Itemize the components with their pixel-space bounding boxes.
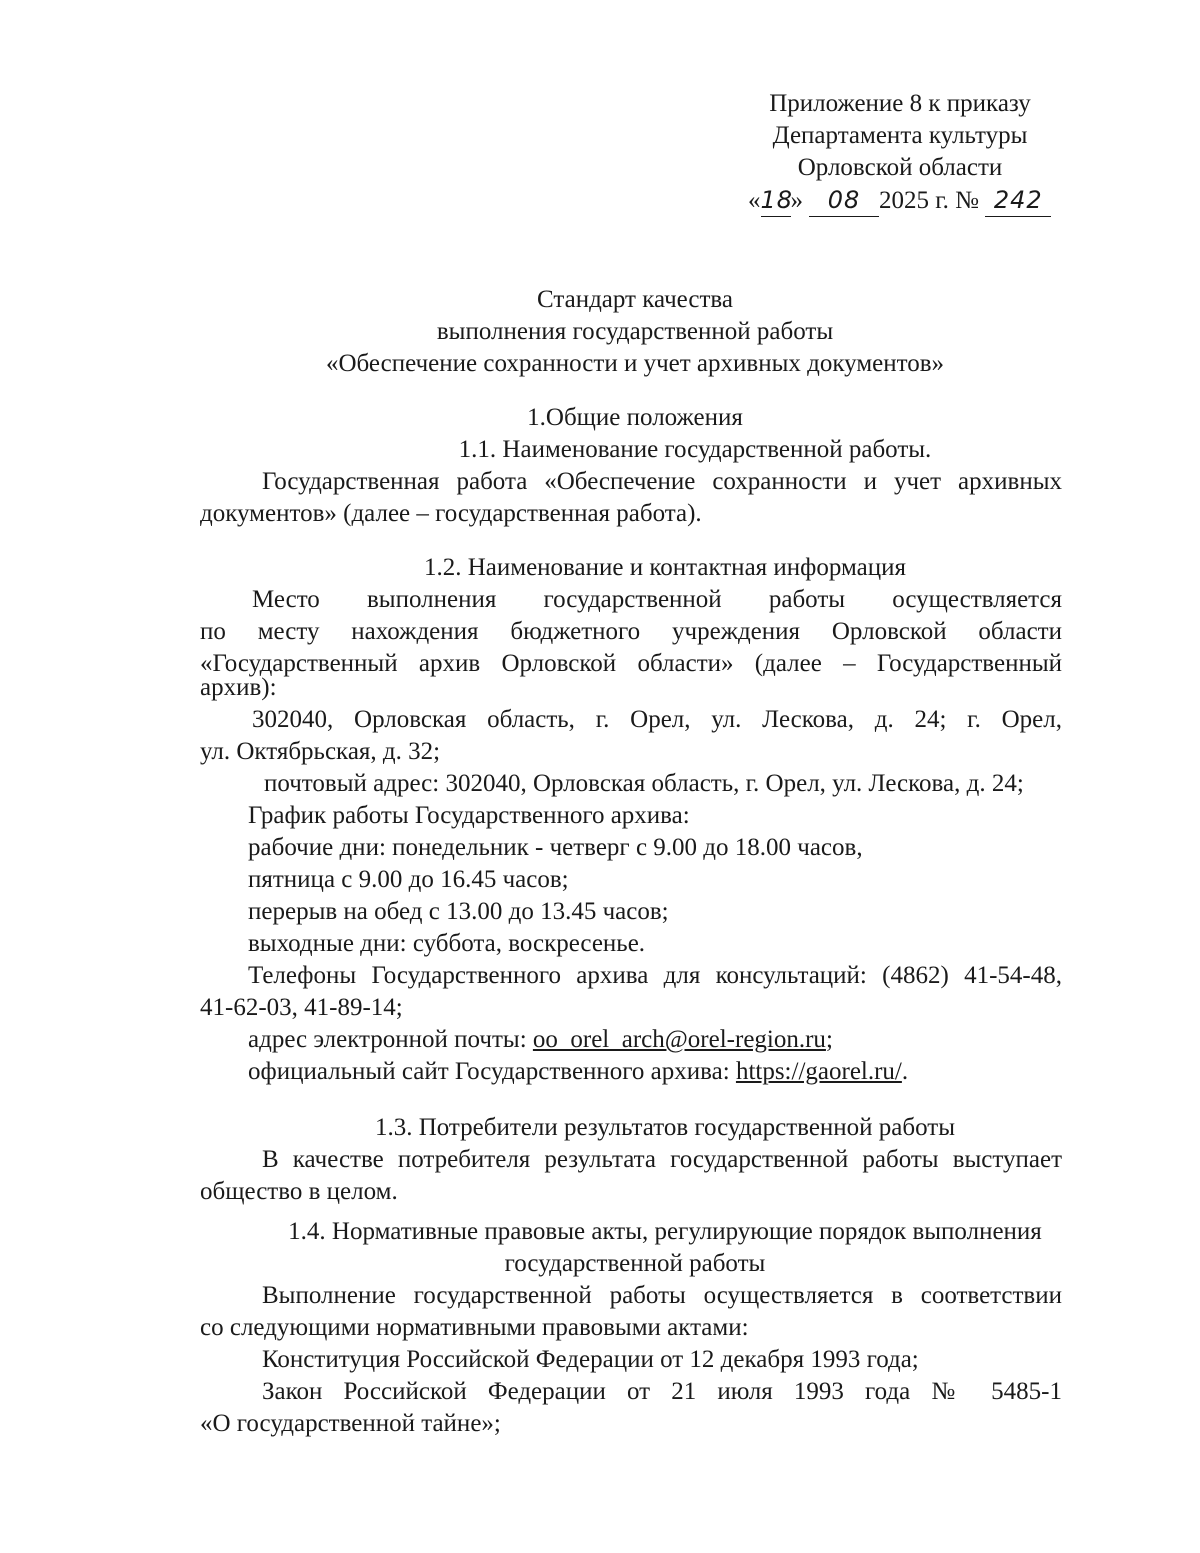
- paragraph-1-1-line-1: Государственная работа «Обеспечение сохранности и учет архивных: [262, 468, 1062, 495]
- appendix-line-2: Департамента культуры: [772, 122, 1028, 149]
- address-line-2: ул. Октябрьская, д. 32;: [200, 738, 441, 765]
- paragraph-1-2-line-3: «Государственный архив Орловской области» (далее – Государственный: [200, 650, 1062, 677]
- title-line-3: «Обеспечение сохранности и учет архивных документов»: [325, 350, 945, 377]
- schedule-weekend: выходные дни: суббота, воскресенье.: [248, 930, 646, 957]
- section-heading-1-3: 1.3. Потребители результатов государственной работы: [374, 1114, 956, 1141]
- email-line: [248, 1024, 833, 1056]
- paragraph-1-2-line-2: по месту нахождения бюджетного учреждения Орловской области: [200, 618, 1062, 645]
- appendix-date-line: [748, 184, 1051, 217]
- website-line: [248, 1056, 908, 1088]
- email-end: ;: [825, 1026, 833, 1053]
- law-line-2: «О государственной тайне»;: [200, 1410, 501, 1437]
- appendix-line-1: Приложение 8 к приказу: [769, 90, 1031, 117]
- date-month-handwritten: 08: [809, 184, 879, 217]
- order-number-handwritten: 242: [985, 184, 1051, 217]
- website-label: официальный сайт Государственного архива:: [248, 1058, 736, 1085]
- constitution-line: Конституция Российской Федерации от 12 декабря 1993 года;: [262, 1346, 919, 1373]
- website-end: .: [901, 1058, 909, 1085]
- date-day-handwritten: 18: [761, 184, 791, 217]
- address-line-1: 302040, Орловская область, г. Орел, ул. Лескова, д. 24; г. Орел,: [252, 706, 1062, 733]
- title-line-2: выполнения государственной работы: [436, 318, 834, 345]
- appendix-line-3: Орловской области: [797, 154, 1003, 181]
- title-line-1: Стандарт качества: [537, 286, 733, 313]
- section-heading-1-1: 1.1. Наименование государственной работы.: [458, 436, 932, 463]
- law-line-1: Закон Российской Федерации от 21 июля 1993 года № 5485-1: [262, 1378, 1062, 1405]
- paragraph-1-2-line-1: Место выполнения государственной работы осуществляется: [252, 586, 1062, 613]
- schedule-friday: пятница с 9.00 до 16.45 часов;: [248, 866, 569, 893]
- paragraph-1-1-line-2: документов» (далее – государственная работа).: [200, 500, 702, 527]
- schedule-lunch: перерыв на обед с 13.00 до 13.45 часов;: [248, 898, 669, 925]
- paragraph-1-2-line-4: архив):: [200, 674, 277, 701]
- schedule-heading: График работы Государственного архива:: [248, 802, 690, 829]
- date-year-label: 2025 г. №: [879, 187, 980, 214]
- section-heading-1-2: 1.2. Наименование и контактная информация: [423, 554, 906, 581]
- section-heading-1-4-line-2: государственной работы: [504, 1250, 766, 1277]
- date-open-quote: «: [748, 187, 761, 214]
- paragraph-1-4-line-2: со следующими нормативными правовыми актами:: [200, 1314, 749, 1341]
- date-close-quote: »: [790, 187, 803, 214]
- section-heading-1-4-line-1: 1.4. Нормативные правовые акты, регулирующие порядок выполнения: [288, 1218, 1042, 1245]
- website-link[interactable]: https://gaorel.ru/: [735, 1058, 902, 1085]
- paragraph-1-3-line-1: В качестве потребителя результата государственной работы выступает: [262, 1146, 1062, 1173]
- paragraph-1-3-line-2: общество в целом.: [200, 1178, 398, 1205]
- phones-line-2: 41-62-03, 41-89-14;: [200, 994, 403, 1021]
- schedule-workdays: рабочие дни: понедельник - четверг с 9.00 до 18.00 часов,: [248, 834, 863, 861]
- paragraph-1-4-line-1: Выполнение государственной работы осуществляется в соответствии: [262, 1282, 1062, 1309]
- email-label: адрес электронной почты:: [248, 1026, 533, 1053]
- postal-address: почтовый адрес: 302040, Орловская область, г. Орел, ул. Лескова, д. 24;: [264, 770, 1024, 797]
- phones-line-1: Телефоны Государственного архива для консультаций: (4862) 41-54-48,: [248, 962, 1062, 989]
- email-link[interactable]: oo_orel_arch@orel-region.ru: [532, 1026, 826, 1053]
- section-heading-1: 1.Общие положения: [527, 404, 743, 431]
